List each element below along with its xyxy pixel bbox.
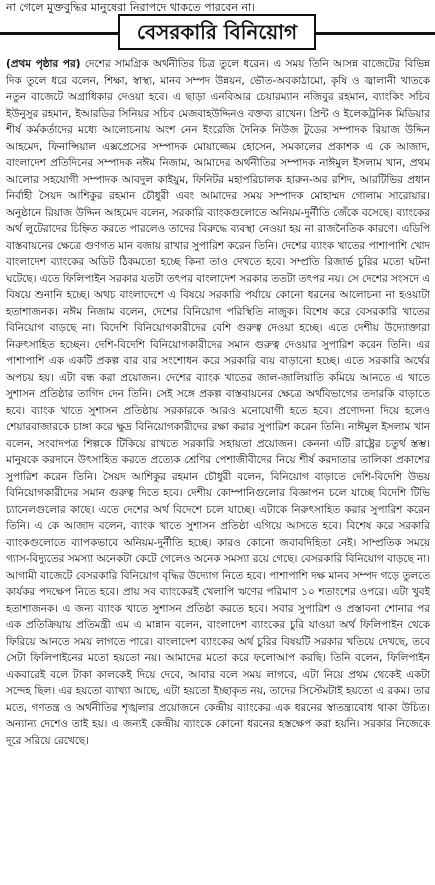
continuation-label: (প্রথম পৃষ্ঠার পর) [6,58,81,70]
article-body [6,56,430,882]
article-text: দেশের সামগ্রিক অর্থনীতির চিত্র তুলে ধরেন। এ সময় তিনি আসন্ন বাজেটের বিভিন্ন দিক তুলে ধরে বলেন, শিক্ষা, স্বাস্থ্য, মানব সম্পদ উন্নয়ন, ভৌত-অবকাঠামো, কৃষি ও জ্বালানী খাতকে নতুন বাজেটে অগ্রাধিকার দেওয়া হবে। এ ছাড়া এনবিআর চেয়ারম্যান নজিবুর রহমান, ব্যাংকিং সচিব ইউনুসুর রহমান, ইআরডির সিনিয়র সচিব মেজবাহউদ্দিনও বক্তব্য রাখেন। প্রিন্ট ও ইলেকট্রনিক মিডিয়ার শীর্ষ কর্মকর্তাদের মধ্যে আলোচনায় অংশ নেন ইংরেজি দৈনিক নিউজ টুডের সম্পাদক রিয়াজ উদ্দিন আহমেদ, ফিনান্সিয়াল এক্সপ্রেসের সম্পাদক মোয়াজ্জেম হোসেন, সমকালের প্রকাশক এ কে আজাদ, বাংলাদেশ প্রতিদিনের সম্পাদক নঈম নিজাম, আমাদের অর্থনীতির সম্পাদক নাঈমুল ইসলাম খান, প্রথম আলোর সহযোগী সম্পাদক আবদুল কাইয়ুম, ফিনিটর মহাপরিচালক হারুন-অর রশিদ, আরটিভির প্রধান নির্বাহী সৈয়দ আশিকুর রহমান চৌধুরী এবং আমাদের সময় সম্পাদক মোহাম্মদ গোলাম সারোয়ার। অনুষ্ঠানে রিয়াজ উদ্দিন আহমেদ বলেন, সরকারি ব্যাংকগুলোতে অনিয়ম-দুর্নীতি জেঁকে বসেছে। ব্যাংকের অর্থ লুটেরাদের চিহ্নিত করতে পারলেও তাদের বিরুদ্ধে ব্যবস্থা নেওয়া হয় না রাজনৈতিক কারণে। এডিপি বাস্তবায়নের ক্ষেত্রে গুণগত মান বজায় রাখার সুপারিশ করেন তিনি। দেশের ব্যাংক খাতের পাশাপাশি খোদ বাংলাদেশ ব্যাংকের অডিট ঠিকমতো হচ্ছে কিনা তাও দেখতে হবে। সম্প্রতি রিজার্ভ চুরির মতো ঘটনা ঘটেছে। এতে ফিলিপাইন সরকার যতটা তৎপর বাংলাদেশ সরকার ততটা তৎপর নয়। সে দেশের সংসদে এ বিষয়ে শুনানি হচ্ছে। অথচ বাংলাদেশে এ বিষয়ে সরকারি পর্যায়ে কোনো ধরনের আলোচনা না হওয়াটা হতাশাজনক। নঈম নিজাম বলেন, দেশের বিনিয়োগ পরিস্থিতি নাজুক। বিশেষ করে বেসরকারি খাতের বিনিয়োগ বাড়ছে না। বিদেশি বিনিয়োগকারীদের বেশি গুরুত্ব দেওয়া হচ্ছে। এতে দেশীয় উদ্যোক্তারা নিরুৎসাহিত হচ্ছেন। দেশি-বিদেশি বিনিয়োগকারীদের সমান গুরুত্ব দেওয়ার সুপারিশ করেন তিনি। এর পাশাপাশি এক একটি প্রকল্প বার বার সংশোধন করে সরকারি ব্যয় বাড়ানো হচ্ছে। এতে সরকারি অর্থের অপচয় হয়। এটা বন্ধ করা প্রয়োজন। দেশের ব্যাংক খাতের জাল-জালিয়াতি কমিয়ে আনতে এ খাতে সুশাসন প্রতিষ্ঠার তাগিদ দেন তিনি। সেই সঙ্গে প্রকল্প বাস্তবায়নের ক্ষেত্রে অর্থবিভাগের তদারকি বাড়াতে হবে। ব্যাংক খাতে সুশাসন প্রতিষ্ঠায় সরকারকে আরও মনোযোগী হতে হবে। প্রণোদনা দিয়ে হলেও শেয়ারবাজারকে চাঙ্গা করে ক্ষুদ্র বিনিয়োগকারীদের রক্ষা করার সুপারিশ করেন তিনি। নাঈমুল ইসলাম খান বলেন, সংবাদপত্র শিল্পকে টিকিয়ে রাখতে সরকারি সহায়তা প্রয়োজন। কেননা এটি রাষ্ট্রের চতুর্থ স্তম্ভ। মানুষকে করদানে উৎসাহিত করতে প্রত্যেক শ্রেণির পেশাজীবীদের নিয়ে শীর্ষ করদাতার তালিকা প্রকাশের সুপারিশ করেন তিনি। সৈয়দ আশিকুর রহমান চৌধুরী বলেন, বিনিয়োগ বাড়াতে দেশি-বিদেশি উভয় বিনিয়োগকারীদের সমান গুরুত্ব দিতে হবে। দেশীয় কোম্পানিগুলোর বিজ্ঞাপন চলে যাচ্ছে বিদেশি টিভি চ্যানেলগুলোর কাছে। এতে দেশের অর্থ বিদেশে চলে যাচ্ছে। এটাকে নিরুৎসাহিত করার সুপারিশ করেন তিনি। এ কে আজাদ বলেন, ব্যাংক খাতে সুশাসন প্রতিষ্ঠা এগিয়ে আসতে হবে। বিশেষ করে সরকারি ব্যাংকগুলোতে ব্যাপকভাবে অনিয়ম-দুর্নীতি হচ্ছে। কারও কোনো জবাবদিহিতা নেই। সাম্প্রতিক সময়ে গ্যাস-বিদ্যুতের সমস্যা অনেকটা কেটে গেলেও অনেক সমস্যা রয়ে গেছে। বেসরকারি বিনিয়োগ বাড়ছে না। আগামী বাজেটে বেসরকারি বিনিয়োগ বৃদ্ধির উদ্যোগ নিতে হবে। পাশাপাশি দক্ষ মানব সম্পদ গড়ে তুলতে কার্যকর পদক্ষেপ নিতে হবে। প্রায় সব ব্যাংকেরই খেলাপি ঋণের পরিমাণ ১০ শতাংশের ওপরে। এটা খুবই হতাশাজনক। এ জন্য ব্যাংক খাতে সুশাসন প্রতিষ্ঠা করতে হবে। সবার সুপারিশ ও প্রস্তাবনা শোনার পর এক প্রতিক্রিয়ায় প্রতিমন্ত্রী এম এ মান্নান বলেন, বাংলাদেশ ব্যাংকের চুরি যাওয়া অর্থ ফিলিপাইন থেকে ফিরিয়ে আনতে সময় লাগতে পারে। বাংলাদেশ ব্যাংকের অর্থ চুরির বিষয়টি সরকার খতিয়ে দেখছে, তবে সেটা ফিলিপাইনের মতো হয়তো নয়। আমাদের মতো করে ফলোআপ করছি। তিনি বলেন, ফিলিপাইন একবারেই বলে টাকা কালকেই দিয়ে দেবে, আবার বলে সময় লাগবে, এটা নিয়ে প্রথম থেকেই একটা সন্দেহ ছিল। এর হয়তো ব্যাখ্যা আছে, এটা হয়তো ইচ্ছাকৃত নয়, তাদের সিস্টেমটাই হয়তো এ রকম। তার মতে, গণতন্ত্র ও অর্থনীতির শৃঙ্খলার প্রয়োজনে কেন্দ্রীয় ব্যাংকের এক ধরনের স্বাতন্ত্র্যবোধ থাকা উচিত। অন্যান্য দেশেও তাই হয়। এ জন্যই কেন্দ্রীয় ব্যাংকে কোনো ধরনের হস্তক্ষেপ করা হয়নি। সরকার নিজেকে দূরে সরিয়ে রেখেছে। [6,58,430,747]
headline-box [118,14,316,50]
previous-article-tail: না গেলে মুক্তবুদ্ধির মানুষেরা নিরাপদে থাকতে পারবেন না। [6,1,256,14]
headline-banner [0,14,435,52]
article-headline: বেসরকারি বিনিয়োগ [136,20,298,44]
